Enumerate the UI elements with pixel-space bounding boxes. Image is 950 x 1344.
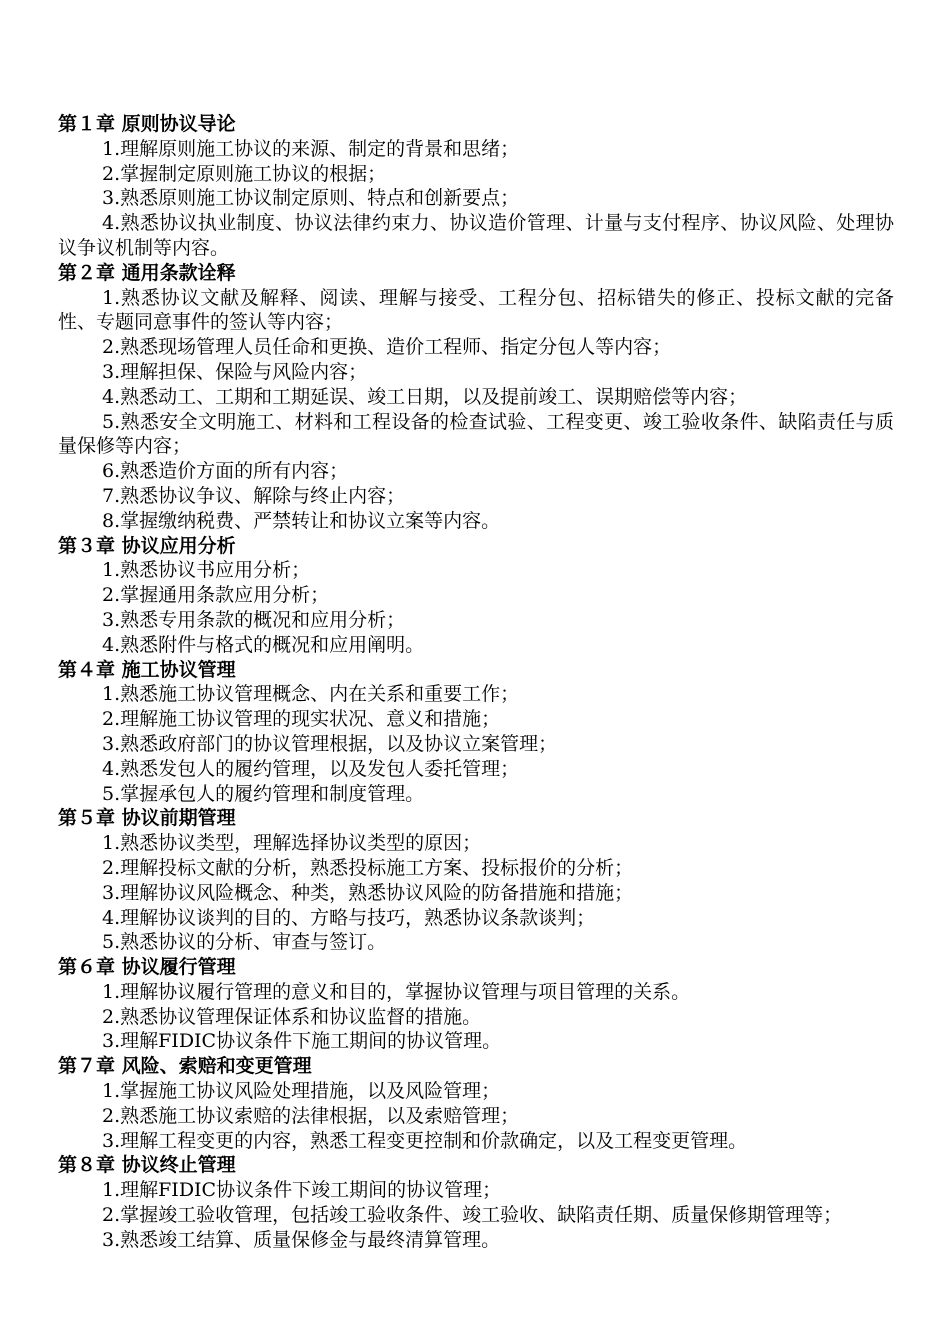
list-item: 2.理解投标文献的分析，熟悉投标施工方案、投标报价的分析；: [102, 856, 634, 879]
chapter-2: [58, 261, 894, 534]
chapter-3: [58, 534, 894, 658]
chapter-title: 第５章 协议前期管理: [58, 807, 236, 830]
chapter-6: [58, 955, 894, 1054]
list-item: 4.熟悉动工、工期和工期延误、竣工日期，以及提前竣工、误期赔偿等内容；: [102, 385, 748, 408]
list-item: 1.掌握施工协议风险处理措施，以及风险管理；: [102, 1080, 501, 1103]
list-item: 1.理解FIDIC协议条件下竣工期间的协议管理；: [102, 1179, 502, 1202]
list-item: 7.熟悉协议争议、解除与终止内容；: [102, 484, 406, 507]
list-item: 1.熟悉协议类型，理解选择协议类型的原因；: [102, 832, 482, 855]
list-item: 5.熟悉协议的分析、审查与签订。: [102, 931, 387, 954]
list-item: 4.熟悉协议执业制度、协议法律约束力、协议造价管理、计量与支付程序、协议风险、处理协议争议机制等内容。: [58, 212, 894, 259]
list-item: 3.熟悉竣工结算、质量保修金与最终清算管理。: [102, 1228, 501, 1251]
list-item: 4.熟悉发包人的履约管理，以及发包人委托管理；: [102, 757, 520, 780]
list-item: 3.理解协议风险概念、种类，熟悉协议风险的防备措施和措施；: [102, 881, 634, 904]
list-item: 1.理解协议履行管理的意义和目的，掌握协议管理与项目管理的关系。: [102, 980, 691, 1003]
list-item: 2.掌握制定原则施工协议的根据；: [102, 162, 387, 185]
chapter-4: [58, 658, 894, 807]
chapter-5: [58, 806, 894, 955]
list-item: 4.熟悉附件与格式的概况和应用阐明。: [102, 633, 425, 656]
list-item: 2.熟悉协议管理保证体系和协议监督的措施。: [102, 1005, 482, 1028]
document-page: [58, 112, 894, 1253]
list-item: 1.熟悉施工协议管理概念、内在关系和重要工作；: [102, 683, 520, 706]
chapter-1: [58, 112, 894, 261]
chapter-7: [58, 1054, 894, 1153]
list-item: 3.熟悉政府部门的协议管理根据，以及协议立案管理；: [102, 732, 558, 755]
chapter-title: 第２章 通用条款诠释: [58, 261, 236, 284]
list-item: 2.掌握通用条款应用分析；: [102, 584, 330, 607]
list-item: 6.熟悉造价方面的所有内容；: [102, 460, 349, 483]
list-item: 3.理解工程变更的内容，熟悉工程变更控制和价款确定，以及工程变更管理。: [102, 1129, 748, 1152]
list-item: 2.熟悉施工协议索赔的法律根据，以及索赔管理；: [102, 1104, 520, 1127]
list-item: 3.熟悉原则施工协议制定原则、特点和创新要点；: [102, 187, 520, 210]
list-item: 3.理解FIDIC协议条件下施工期间的协议管理。: [102, 1030, 502, 1053]
list-item: 5.掌握承包人的履约管理和制度管理。: [102, 782, 425, 805]
list-item: 4.理解协议谈判的目的、方略与技巧，熟悉协议条款谈判；: [102, 906, 596, 929]
list-item: 8.掌握缴纳税费、严禁转让和协议立案等内容。: [102, 509, 501, 532]
list-item: 1.熟悉协议文献及解释、阅读、理解与接受、工程分包、招标错失的修正、投标文献的完备性、专题同意事件的签认等内容；: [58, 286, 894, 334]
list-item: 5.熟悉安全文明施工、材料和工程设备的检查试验、工程变更、竣工验收条件、缺陷责任与质量保修等内容；: [58, 410, 894, 458]
chapter-title: 第６章 协议履行管理: [58, 956, 236, 979]
list-item: 2.理解施工协议管理的现实状况、意义和措施；: [102, 708, 501, 731]
list-item: 1.理解原则施工协议的来源、制定的背景和思绪；: [102, 137, 520, 160]
list-item: 1.熟悉协议书应用分析；: [102, 559, 311, 582]
chapter-8: [58, 1153, 894, 1252]
list-item: 3.理解担保、保险与风险内容；: [102, 360, 368, 383]
chapter-title: 第３章 协议应用分析: [58, 534, 236, 557]
list-item: 3.熟悉专用条款的概况和应用分析；: [102, 608, 406, 631]
chapter-title: 第１章 原则协议导论: [58, 113, 236, 135]
list-item: 2.掌握竣工验收管理，包括竣工验收条件、竣工验收、缺陷责任期、质量保修期管理等；: [102, 1204, 843, 1227]
list-item: 2.熟悉现场管理人员任命和更换、造价工程师、指定分包人等内容；: [102, 336, 672, 359]
chapter-title: 第７章 风险、索赔和变更管理: [58, 1055, 312, 1078]
chapter-title: 第４章 施工协议管理: [58, 658, 236, 681]
chapter-title: 第８章 协议终止管理: [58, 1154, 236, 1177]
